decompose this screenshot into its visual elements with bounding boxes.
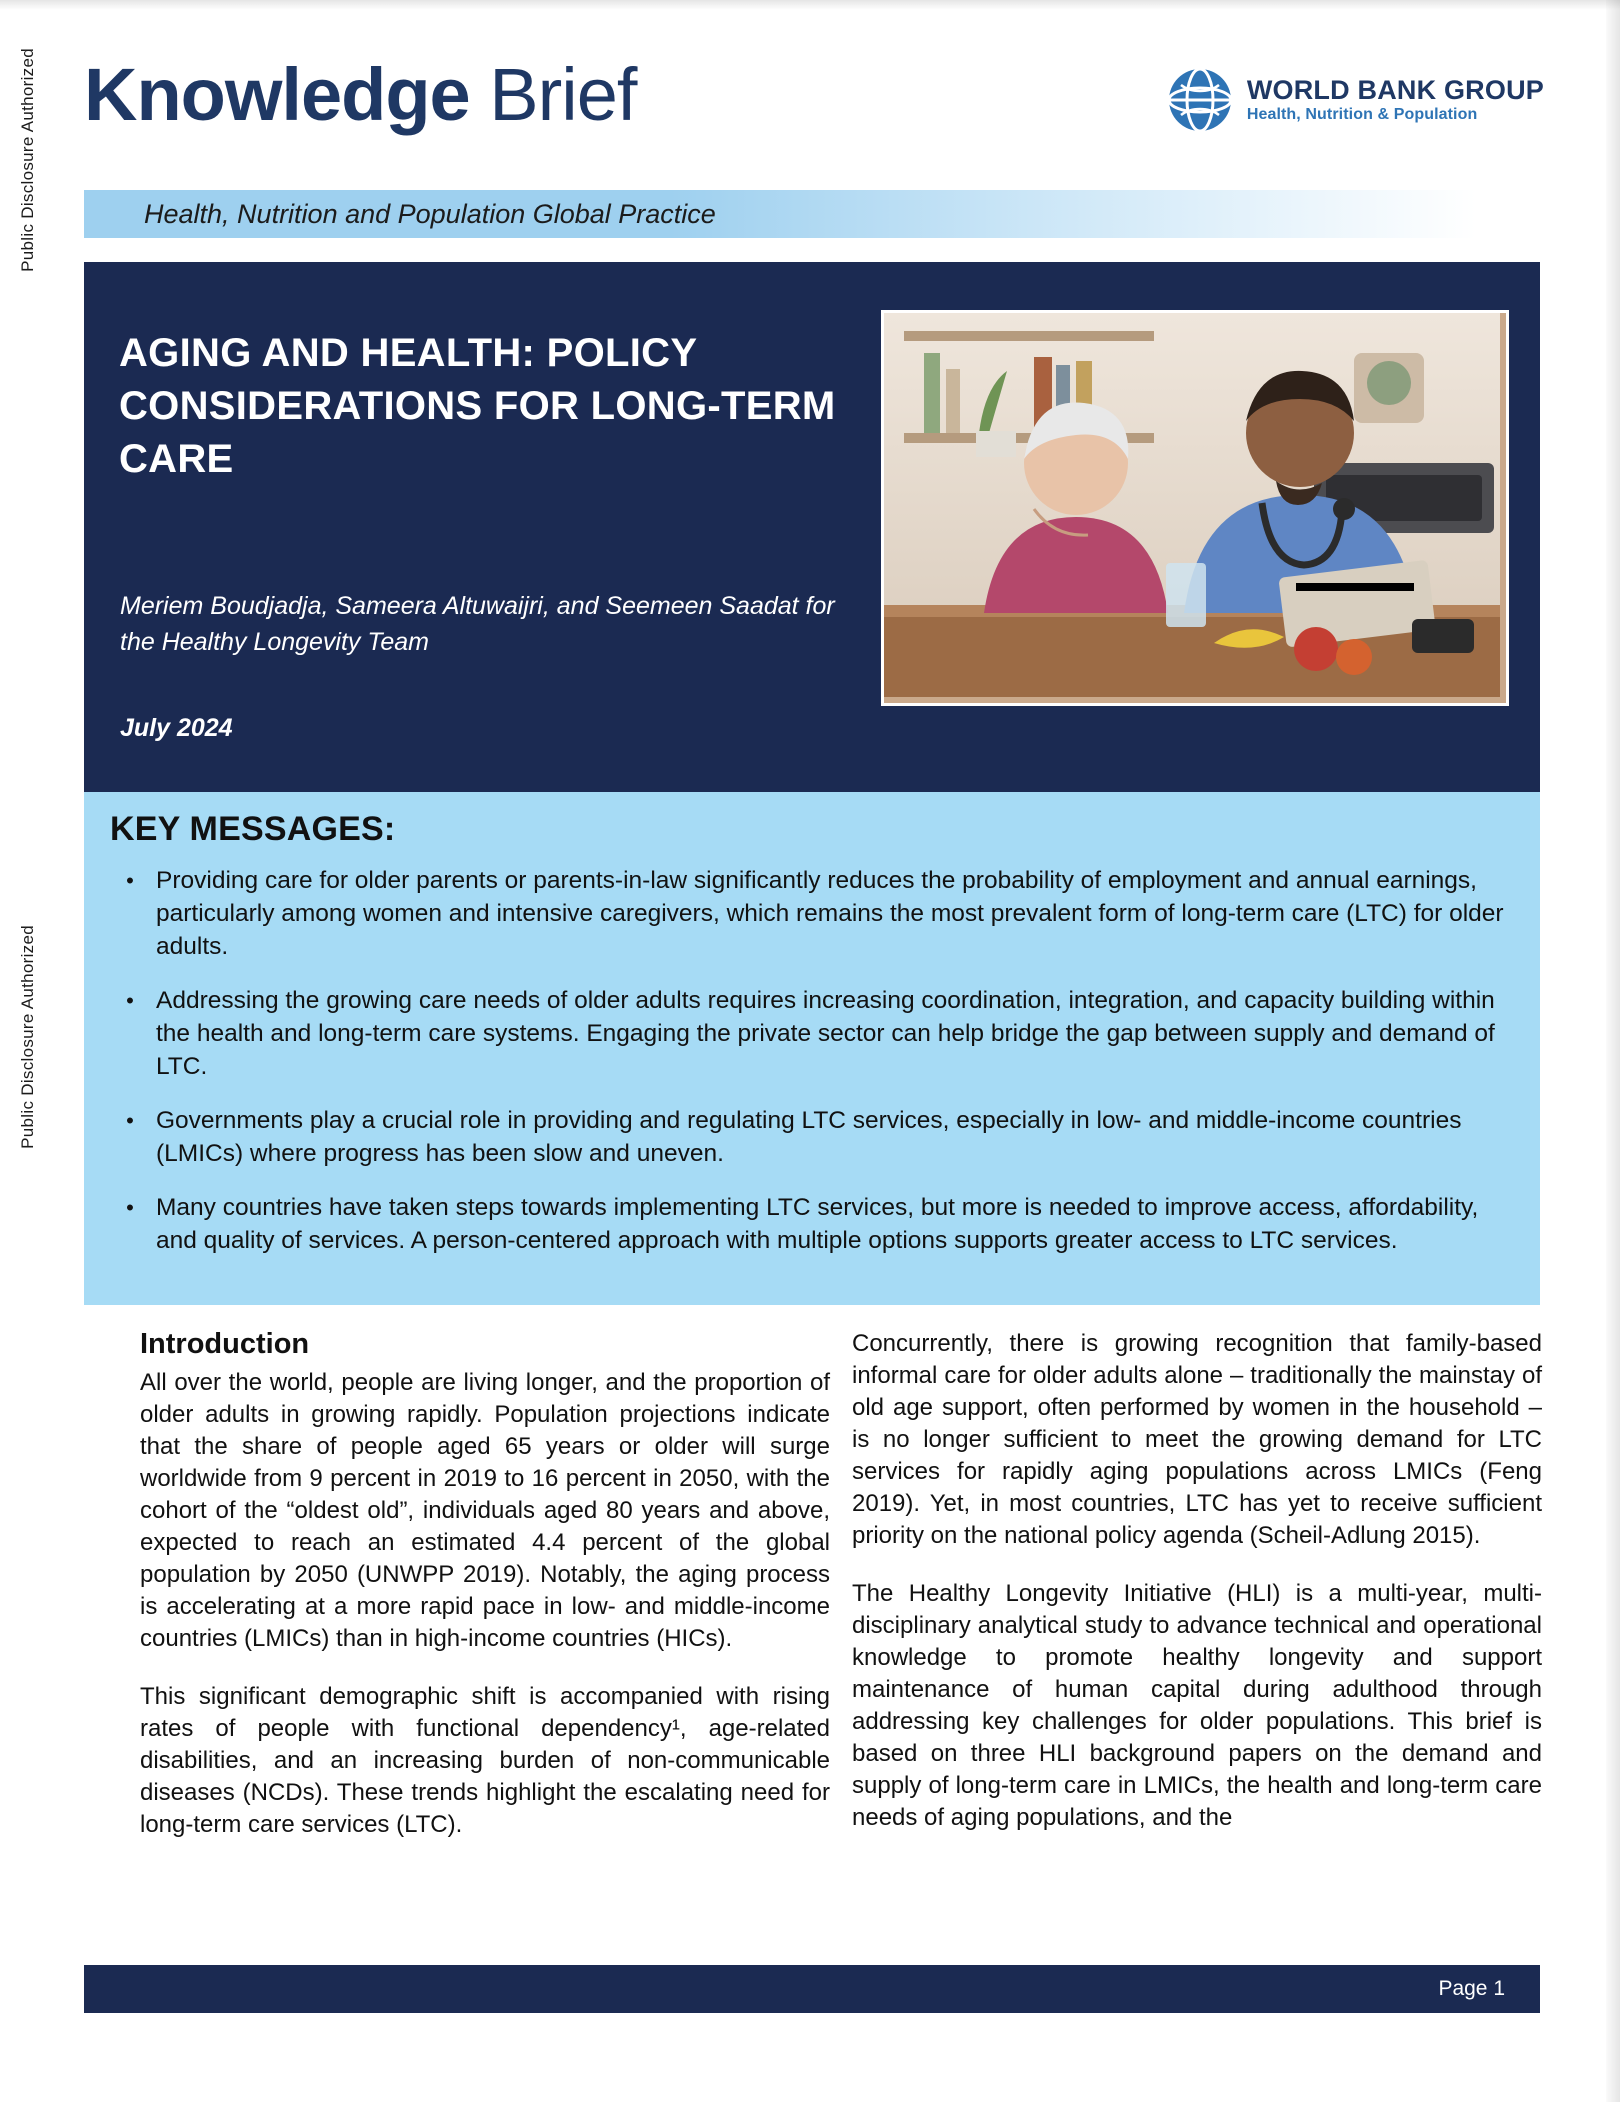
brief-title: AGING AND HEALTH: POLICY CONSIDERATIONS FOR LONG-TERM CARE xyxy=(119,331,836,481)
key-message-text: Governments play a crucial role in providing and regulating LTC services, especially in low- and middle-income countries (LMICs) where progress has been slow and uneven. xyxy=(156,1107,1462,1167)
key-message-text: Addressing the growing care needs of older adults requires increasing coordination, integration, and capacity building within the health and long-term care systems. Engaging the private sector can help bridge the gap between supply and demand of LTC. xyxy=(156,987,1495,1080)
cover-photo xyxy=(881,310,1509,706)
key-messages-list xyxy=(104,864,1514,1278)
page-footer xyxy=(84,1965,1540,2013)
document-page xyxy=(76,0,1544,2102)
global-practice-bar xyxy=(84,190,1476,238)
list-item xyxy=(104,1191,1514,1257)
masthead xyxy=(84,55,1544,185)
brief-authors: Meriem Boudjadja, Sameera Altuwaijri, and Seemeen Saadat for the Healthy Longevity Team xyxy=(120,592,835,656)
bullet-icon: • xyxy=(126,868,134,893)
section-heading-introduction: Introduction xyxy=(140,1328,310,1360)
body-column-left xyxy=(140,1328,830,1867)
public-disclosure-stamp-bottom: Public Disclosure Authorized xyxy=(18,925,37,1149)
bullet-icon: • xyxy=(126,1108,134,1133)
paragraph: This significant demographic shift is accompanied with rising rates of people with functional dependency¹, age-related disabilities, and an increasing burden of non-communicable diseases (NCDs). These trends highlight the escalating need for long-term care services (LTC). xyxy=(140,1683,830,1838)
global-practice-label: Health, Nutrition and Population Global Practice xyxy=(144,199,716,229)
world-bank-globe-icon xyxy=(1167,67,1233,133)
list-item xyxy=(104,1104,1514,1170)
public-disclosure-stamp-top: Public Disclosure Authorized xyxy=(18,48,37,272)
page-number: Page 1 xyxy=(1438,1977,1505,2000)
world-bank-name: WORLD BANK GROUP xyxy=(1246,75,1544,106)
bullet-icon: • xyxy=(126,988,134,1013)
masthead-title-light: Brief xyxy=(469,53,637,136)
list-item xyxy=(104,864,1514,963)
bullet-icon: • xyxy=(126,1195,134,1220)
brief-date: July 2024 xyxy=(120,714,233,742)
paragraph: Concurrently, there is growing recognition that family-based informal care for older adults alone – traditionally the mainstay of old age support, often performed by women in the household – is no longer sufficient to meet the growing demand for LTC services for rapidly aging populations across LMICs (Feng 2019). Yet, in most countries, LTC has yet to receive sufficient priority on the national policy agenda (Scheil-Adlung 2015). xyxy=(852,1330,1542,1549)
key-message-text: Many countries have taken steps towards implementing LTC services, but more is needed to improve access, affordability, and quality of services. A person-centered approach with multiple options supports greater access to LTC services. xyxy=(156,1194,1479,1254)
brief-title-block xyxy=(84,262,1540,792)
list-item xyxy=(104,984,1514,1083)
world-bank-unit: Health, Nutrition & Population xyxy=(1246,105,1478,123)
world-bank-logo xyxy=(1167,67,1544,133)
key-messages-block xyxy=(84,792,1540,1305)
body-column-right xyxy=(852,1328,1542,1860)
key-messages-heading: KEY MESSAGES: xyxy=(110,810,396,848)
body-text-area xyxy=(84,1328,1540,1940)
key-message-text: Providing care for older parents or parents-in-law significantly reduces the probability of employment and annual earnings, particularly among women and intensive caregivers, which remains the most prevalent form of long-term care (LTC) for older adults. xyxy=(156,867,1504,960)
masthead-title-bold: Knowledge xyxy=(84,53,470,136)
paragraph: All over the world, people are living longer, and the proportion of older adults in growing rapidly. Population projections indicate that the share of people aged 65 years or older will surge worldwide from 9 percent in 2019 to 16 percent in 2050, with the cohort of the “oldest old”, individuals aged 80 years and above, expected to reach an estimated 4.4 percent of the global population by 2050 (UNWPP 2019). Notably, the aging process is accelerating at a more rapid pace in low- and middle-income countries (LMICs) than in high-income countries (HICs). xyxy=(140,1369,830,1652)
world-bank-wordmark xyxy=(1247,76,1544,123)
scan-edge-right xyxy=(1606,0,1620,2102)
paragraph: The Healthy Longevity Initiative (HLI) is a multi-year, multi-disciplinary analytical study to advance technical and operational knowledge to promote healthy longevity and support maintenance of human capital during adulthood through addressing key challenges for older populations. This brief is based on three HLI background papers on the demand and supply of long-term care in LMICs, the health and long-term care needs of aging populations, and the xyxy=(852,1580,1542,1831)
